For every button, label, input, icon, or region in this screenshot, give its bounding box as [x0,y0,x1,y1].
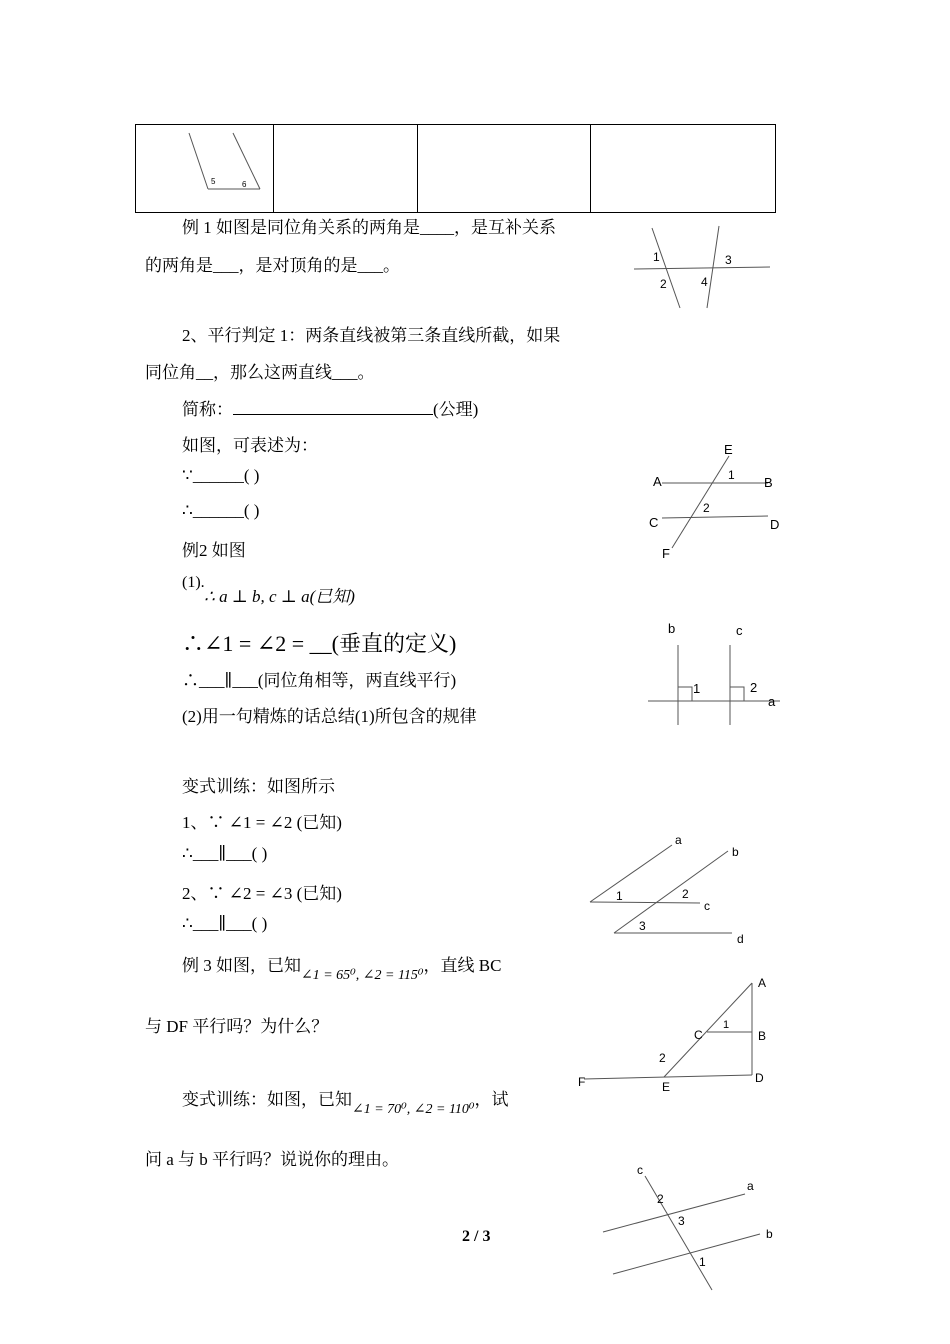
ex1-line1: 例 1 如图是同位角关系的两角是____，是互补关系 [182,218,556,237]
fig-line [672,456,729,548]
fig-label: 6 [242,180,247,189]
fig-line [584,1075,752,1079]
fig-label: 2 [660,277,667,291]
fig-line [634,267,770,269]
var1-figure [580,825,770,950]
fig-label: 2 [657,1192,664,1206]
ex3-suffix: ，直线 BC [423,956,502,975]
short-suffix: (公理) [433,400,479,419]
fig-label: c [704,899,710,913]
fig-label: 2 [703,501,710,515]
var2-figure [595,1158,785,1293]
fig-line [189,133,208,189]
table-cell [591,125,776,213]
judge-line2: 同位角__，那么这两直线___。 [145,363,375,382]
ex1-line2: 的两角是___，是对顶角的是___。 [145,256,400,275]
ex3-line1 [182,951,502,983]
fig-line [233,133,260,189]
judge-intro: 如图，可表述为： [182,436,318,455]
fig-label: 3 [725,253,732,267]
right-angle-mark [678,687,692,701]
var2-line1 [182,1085,509,1117]
fig-label: B [764,475,773,490]
fig-label: b [668,621,676,636]
judge-figure [640,440,790,565]
short-blank [233,400,433,415]
fig-label: 3 [678,1214,685,1228]
judge-short [182,395,478,420]
fig-label: 4 [701,275,708,289]
short-prefix: 简称： [182,400,233,419]
fig-label: E [724,442,733,457]
var1-l1: 1、∵ ∠1 = ∠2 (已知) [182,813,342,832]
var2-prefix: 变式训练：如图，已知 [182,1090,352,1109]
table-cell [418,125,591,213]
fig-label: B [758,1029,767,1043]
var1-l3: 2、∵ ∠2 = ∠3 (已知) [182,884,342,903]
fig-label: 2 [682,887,689,901]
var1-l2: ∴___∥___( ) [182,844,268,863]
ex2-p2: (2)用一句精炼的话总结(1)所包含的规律 [182,707,477,726]
fig-line [590,845,672,902]
fig-label: 5 [211,177,216,186]
fig-label: 1 [616,889,623,903]
ex1-figure [628,222,773,312]
fig-line [662,516,768,518]
fig-label: 1 [693,681,701,696]
ex2-p1-num: (1). [182,574,205,591]
fig-label: b [732,845,739,859]
var2-suffix: ，试 [474,1090,509,1109]
fig-label: d [737,932,744,946]
fig-label: a [747,1179,754,1193]
fig-label: 1 [653,250,660,264]
var1-title: 变式训练：如图所示 [182,777,335,796]
fig-label: 1 [699,1255,706,1269]
ex2-p1-text: ∴ a ⊥ b, c ⊥ a(已知) [204,587,355,606]
fig-line [664,983,752,1077]
ex3-prefix: 例 3 如图，已知 [182,956,301,975]
fig-label: 1 [728,468,735,482]
fig-label: a [675,833,682,847]
fig-label: b [766,1227,773,1241]
fig-label: C [694,1028,703,1042]
page-number: 2 / 3 [462,1228,491,1245]
judge-therefore: ∴______( ) [182,501,260,520]
fig-label: 1 [723,1019,730,1031]
ex2-figure [640,615,790,730]
fig-label: A [653,474,662,489]
ex3-line2: 与 DF 平行吗？为什么？ [145,1017,329,1036]
var2-line2: 问 a 与 b 平行吗？说说你的理由。 [145,1150,400,1169]
fig-label: a [768,694,776,709]
fig-label: c [736,623,743,638]
ex2-p1-angles: ∴∠1 = ∠2 = __(垂直的定义) [182,631,457,656]
fig-label: 2 [659,1051,666,1065]
ex2-p1-parallel: ∴___∥___(同位角相等，两直线平行) [182,671,457,690]
fig-line [613,1234,760,1274]
var2-formula: ∠1 = 70⁰, ∠2 = 110⁰ [352,1102,475,1117]
fig-label: C [649,515,659,530]
fig-label: 2 [750,680,758,695]
ex2-title: 例2 如图 [182,541,246,560]
var1-l4: ∴___∥___( ) [182,914,268,933]
fig-label: D [755,1071,764,1085]
fig-label: c [637,1163,643,1177]
fig-label: F [578,1075,586,1089]
fig-line [645,1176,712,1290]
fig-label: A [758,976,767,990]
judge-line1: 2、平行判定 1：两条直线被第三条直线所截，如果 [182,326,561,345]
fig-label: F [662,546,670,561]
fig-line [707,226,719,308]
fig-label: D [770,517,780,532]
table-cell-figure [136,125,274,213]
angle-table [135,124,776,213]
fig-line [590,902,700,903]
fig-line [614,851,728,933]
table-figure [136,125,273,212]
ex3-figure [572,975,772,1095]
ex3-formula: ∠1 = 65⁰, ∠2 = 115⁰ [301,968,424,983]
table-cell [274,125,418,213]
fig-label: E [662,1080,671,1094]
fig-label: 3 [639,919,646,933]
right-angle-mark [730,687,744,701]
judge-because: ∵______( ) [182,466,260,485]
